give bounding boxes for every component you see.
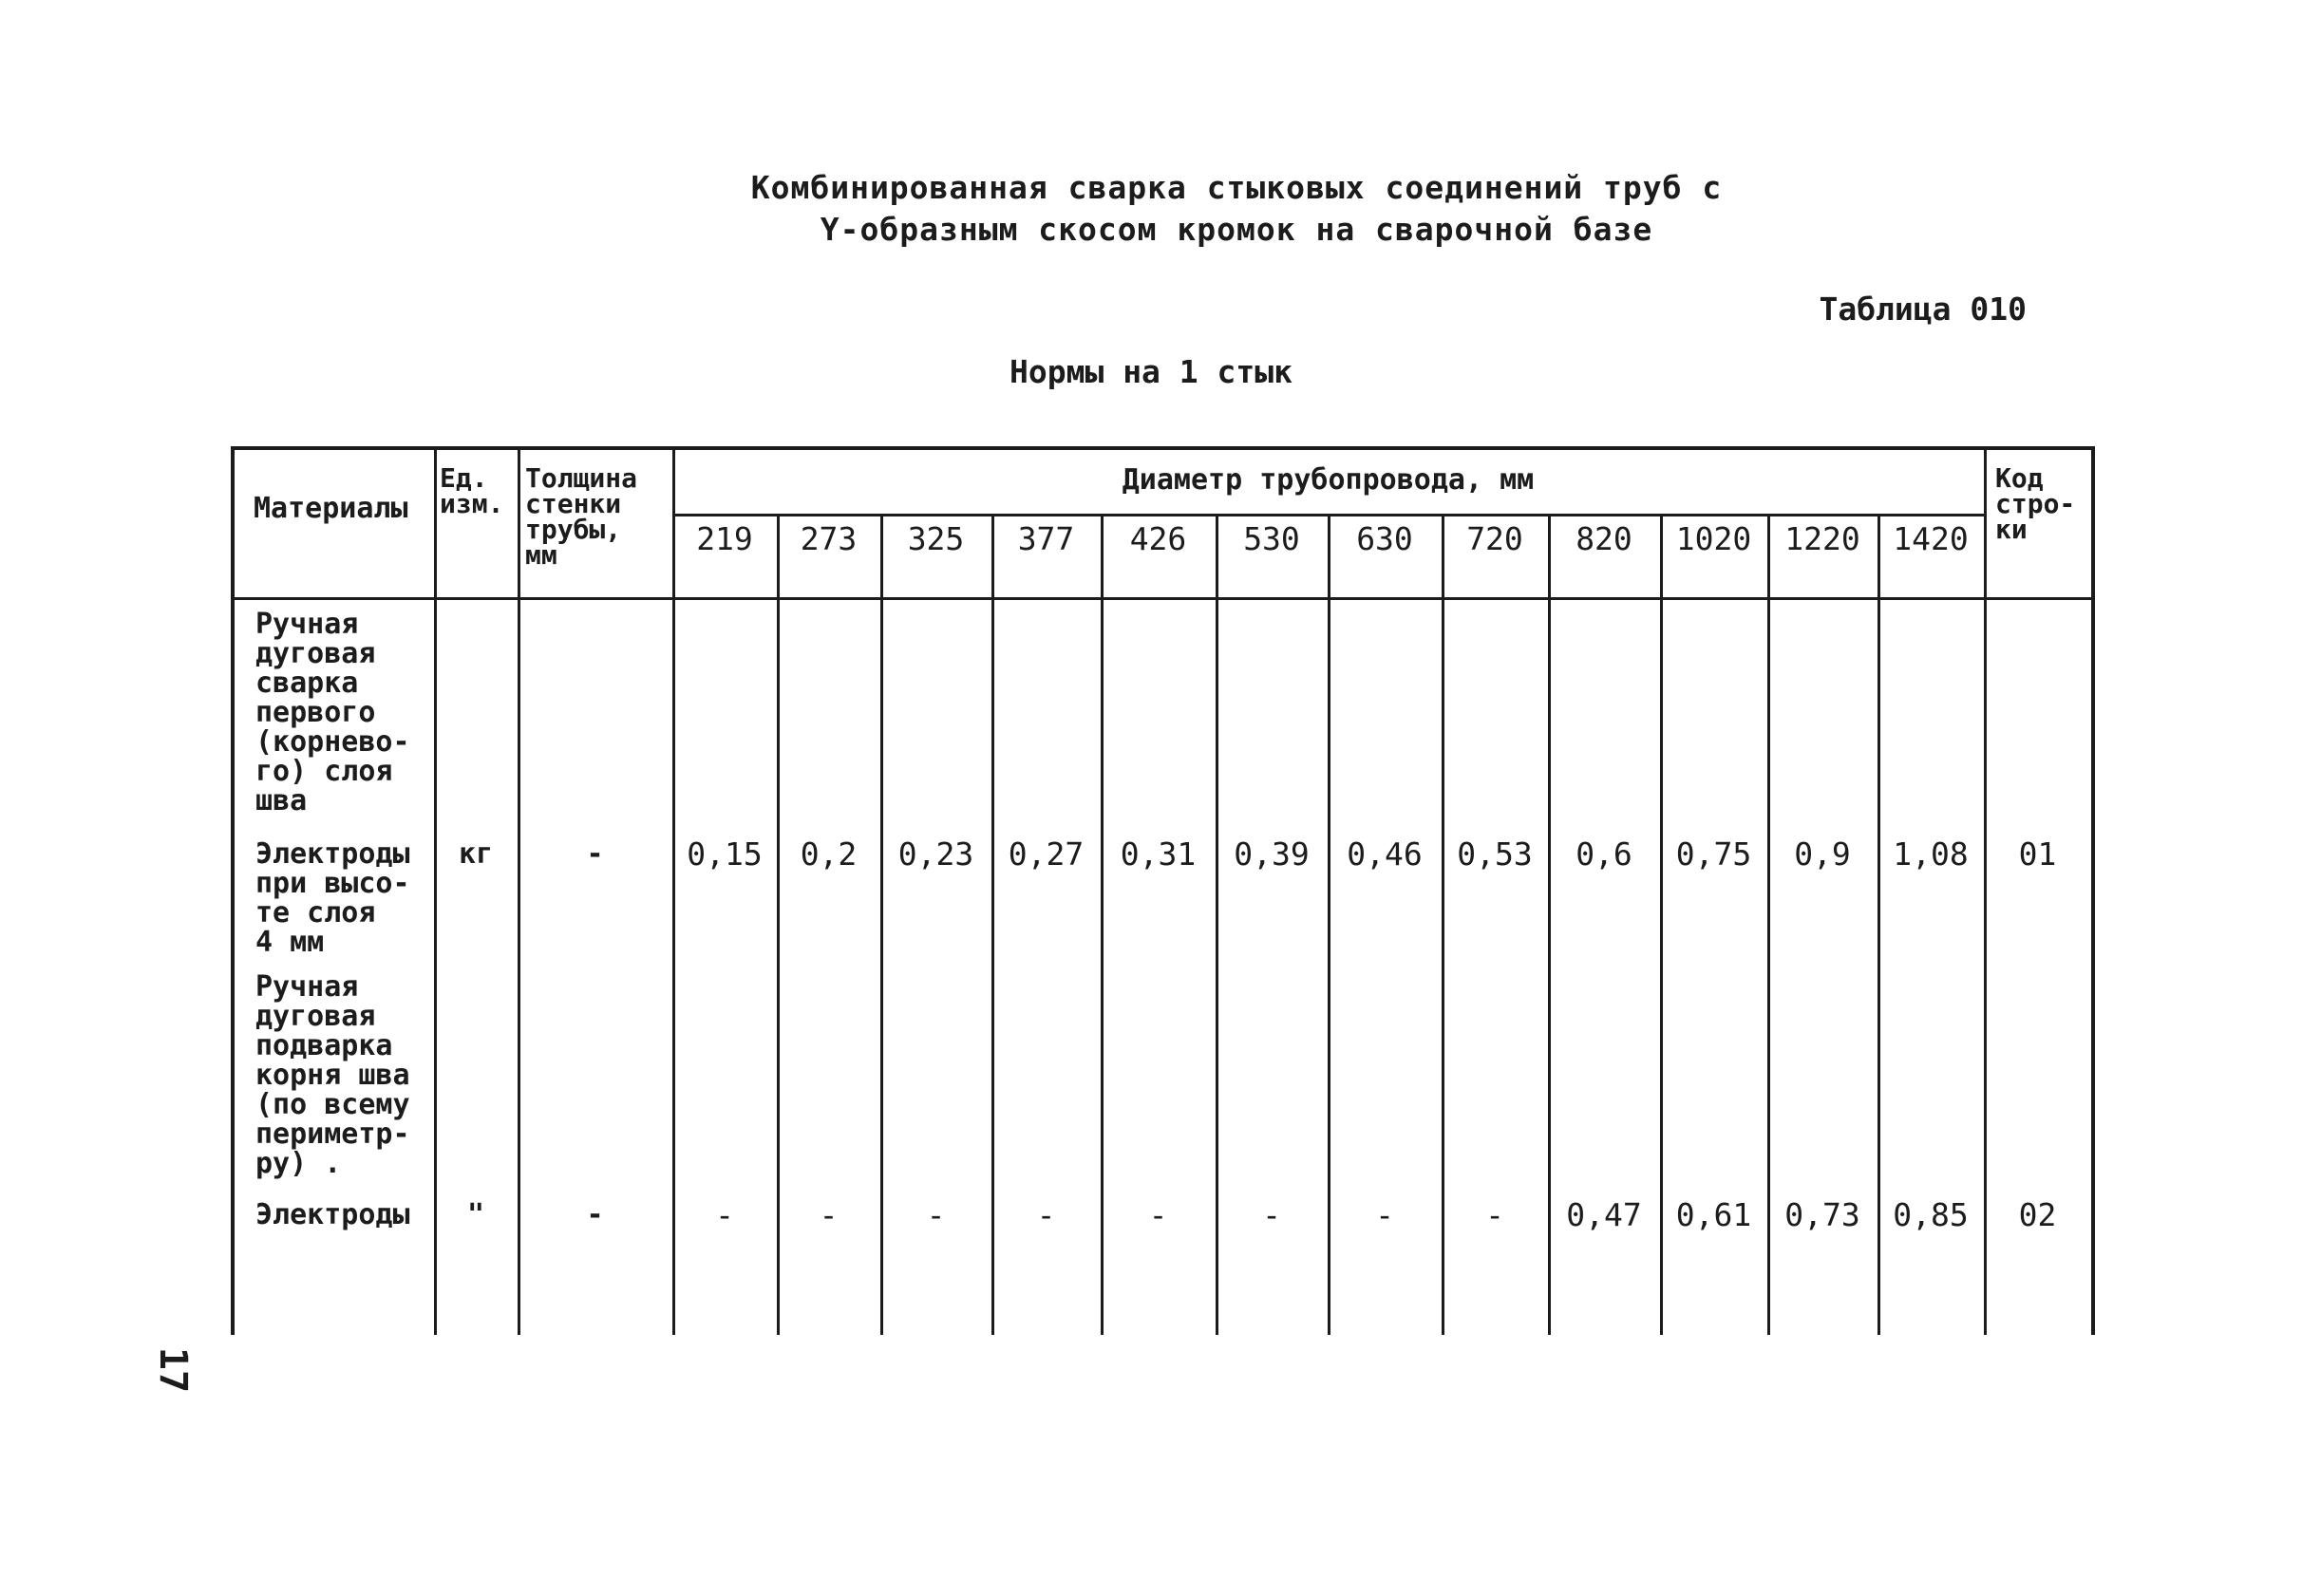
row2-value: 0,47 xyxy=(1566,1196,1642,1233)
row-divider xyxy=(235,597,2091,600)
row1-value: 0,15 xyxy=(687,836,763,873)
row2-value: - xyxy=(819,1196,839,1233)
diameter-header: 1420 xyxy=(1893,520,1969,557)
row2-code: 02 xyxy=(2018,1196,2057,1233)
diameter-header: 377 xyxy=(1017,520,1075,557)
diameter-header: 720 xyxy=(1466,520,1523,557)
row2-value: - xyxy=(926,1196,946,1233)
row2-value: - xyxy=(715,1196,734,1233)
diameter-header: 1020 xyxy=(1675,520,1752,557)
diameter-header: 1220 xyxy=(1784,520,1860,557)
row2-value: - xyxy=(1148,1196,1168,1233)
row2-value: 0,73 xyxy=(1784,1196,1860,1233)
row2-value: - xyxy=(1375,1196,1394,1233)
row1-unit: кг xyxy=(458,837,494,871)
table-number: Таблица 010 xyxy=(1819,291,2027,328)
row2-section: Ручная дуговая подварка корня шва (по всему периметр- ру) . xyxy=(255,970,410,1180)
diameter-header: 325 xyxy=(907,520,965,557)
table-subtitle: Нормы на 1 стык xyxy=(1009,353,1293,390)
header-thickness: Толщина стенки трубы, мм xyxy=(525,462,638,571)
row-divider xyxy=(672,514,1987,516)
diameter-header: 273 xyxy=(800,520,858,557)
header-diameter: Диаметр трубопровода, мм xyxy=(1122,463,1535,497)
norms-table xyxy=(231,446,2095,1335)
document-title-line2: Y-образным скосом кромок на сварочной базе xyxy=(820,211,1653,248)
row1-value: 0,39 xyxy=(1234,836,1310,873)
diameter-header: 219 xyxy=(696,520,753,557)
row1-value: 0,27 xyxy=(1008,836,1085,873)
document-title-line1: Комбинированная сварка стыковых соединений труб с xyxy=(750,169,1723,206)
diameter-header: 820 xyxy=(1576,520,1632,557)
row1-value: 0,2 xyxy=(800,836,858,873)
header-unit: Ед. изм. xyxy=(440,462,504,519)
row2-value: - xyxy=(1485,1196,1504,1233)
row1-thickness: - xyxy=(586,837,604,871)
row2-value: - xyxy=(1036,1196,1056,1233)
row2-unit: " xyxy=(466,1198,485,1231)
row2-value: 0,61 xyxy=(1675,1196,1752,1233)
row2-thickness: - xyxy=(586,1198,604,1231)
row1-value: 0,23 xyxy=(897,836,974,873)
row1-value: 0,9 xyxy=(1794,836,1851,873)
header-code: Код стро- ки xyxy=(1995,462,2076,545)
diameter-header: 426 xyxy=(1129,520,1187,557)
row1-value: 0,53 xyxy=(1457,836,1533,873)
row1-value: 0,46 xyxy=(1347,836,1423,873)
row1-value: 0,31 xyxy=(1120,836,1197,873)
header-materials: Материалы xyxy=(254,492,408,525)
row1-material: Электроды при высо- те слоя 4 мм xyxy=(255,837,410,959)
row1-value: 0,6 xyxy=(1576,836,1632,873)
row1-section: Ручная дуговая сварка первого (корнево- го) слоя шва xyxy=(255,608,410,817)
row2-value: 0,85 xyxy=(1893,1196,1969,1233)
diameter-header: 530 xyxy=(1243,520,1300,557)
row2-value: - xyxy=(1262,1196,1281,1233)
row1-code: 01 xyxy=(2018,836,2057,873)
row1-value: 1,08 xyxy=(1893,836,1969,873)
diameter-header: 630 xyxy=(1356,520,1413,557)
row1-value: 0,75 xyxy=(1675,836,1752,873)
row2-material: Электроды xyxy=(255,1198,410,1231)
page-number: 17 xyxy=(151,1346,196,1394)
